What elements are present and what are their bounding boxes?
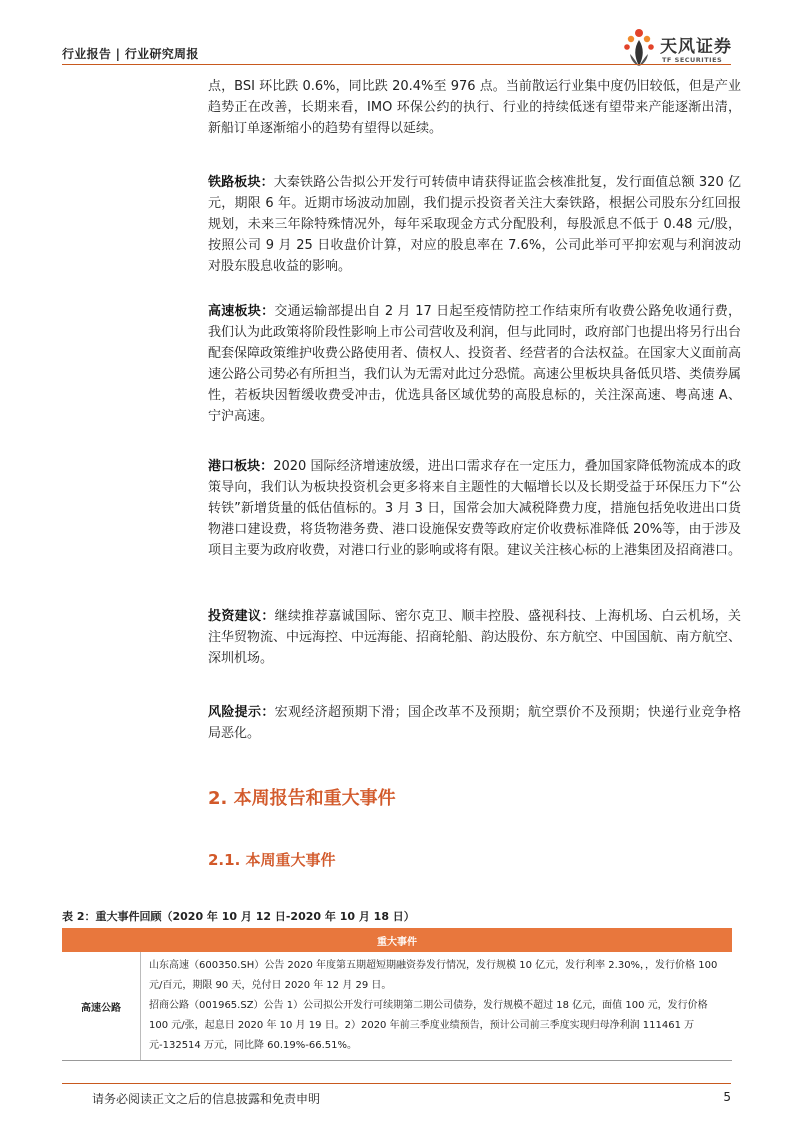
port-body: 2020 国际经济增速放缓，进出口需求存在一定压力，叠加国家降低物流成本的政策导向，我们认为板块投资机会更多将来自主题性的大幅增长以及长期受益于环保压力下“公转铁”新增货量的低估值标的。3 月 3 日，国常会加大减税降费力度，措施包括免收进出口货物港口建设费，将货物港务费、港口设施保安费等政府定价收费标准降低 20%等，由于涉及项目主要为政府收费，对港口行业的影响或将有限。建议关注核心标的上港集团及招商港口。 <box>208 459 742 558</box>
investment-body: 继续推荐嘉诚国际、密尔克卫、顺丰控股、盛视科技、上海机场、白云机场，关注华贸物流、中远海控、中远海能、招商轮船、韵达股份、东方航空、中国国航、南方航空、深圳机场。 <box>208 609 742 666</box>
highway-title: 高速板块： <box>208 304 275 319</box>
logo-name-en: TF SECURITIES <box>662 56 723 64</box>
paragraph-risk <box>208 702 741 744</box>
investment-title: 投资建议： <box>208 609 275 624</box>
logo-name-cn: 天风证券 <box>660 37 732 57</box>
paragraph-shipping-intro: 点，BSI 环比跌 0.6%，同比跌 20.4%至 976 点。当前散运行业集中度仍旧较低，但是产业趋势正在改善，长期来看，IMO 环保公约的执行、行业的持续低迷有望带来产能逐渐出清，新船订单逐渐缩小的趋势有望得以延续。 <box>208 79 741 136</box>
railway-title: 铁路板块： <box>208 175 274 190</box>
footer-disclaimer: 请务必阅读正文之后的信息披露和免责申明 <box>92 1092 321 1106</box>
paragraph-railway <box>208 172 741 277</box>
table-caption: 表 2：重大事件回顾（2020 年 10 月 12 日-2020 年 10 月 18 日） <box>62 910 415 923</box>
paragraph-port <box>208 456 741 561</box>
footer-divider <box>62 1083 731 1084</box>
subsection-heading: 2.1. 本周重大事件 <box>208 851 336 869</box>
events-table <box>62 928 732 1061</box>
paragraph-highway <box>208 301 741 427</box>
railway-body: 大秦铁路公告拟公开发行可转债申请获得证监会核准批复，发行面值总额 320 亿元，期限 6 年。近期市场波动加剧，我们提示投资者关注大秦铁路，根据公司股东分红回报规划，未来三年除特殊情况外，每年采取现金方式分配股利，每股派息不低于 0.48 元/股，按照公司 9 月 25 日收盘价计算，对应的股息率在 7.6%，公司此举可平抑宏观与利润波动对股东股息收益的影响。 <box>208 175 741 274</box>
highway-body: 交通运输部提出自 2 月 17 日起至疫情防控工作结束所有收费公路免收通行费，我们认为此政策将阶段性影响上市公司营收及利润，但与此同时，政府部门也提出将另行出台配套保障政策维护收费公路使用者、债权人、投资者、经营者的合法权益。在国家大义面前高速公路公司势必有所担当，我们认为无需对此过分恐慌。高速公里板块具备低贝塔、类债券属性，若板块因暂缓收费受冲击，优选具备区域优势的高股息标的，关注深高速、粤高速 A、宁沪高速。 <box>208 304 742 424</box>
event-item: 山东高速（600350.SH）公告 2020 年度第五期超短期融资券发行情况，发行规模 10 亿元，发行利率 2.30%，，发行价格 100 元/百元，期限 90 天，兑付日 2020 年 12 月 29 日。 <box>149 960 718 991</box>
table-row <box>62 952 732 1061</box>
port-title: 港口板块： <box>208 459 274 474</box>
header-divider <box>62 64 731 65</box>
report-section-label: 行业报告 | 行业研究周报 <box>62 47 199 61</box>
table-category-cell: 高速公路 <box>62 952 141 1061</box>
table-header: 重大事件 <box>62 928 732 952</box>
section-heading: 2. 本周报告和重大事件 <box>208 788 396 809</box>
page-number: 5 <box>723 1090 731 1104</box>
table-events-cell <box>141 952 733 1061</box>
risk-title: 风险提示： <box>208 705 275 720</box>
paragraph-investment <box>208 606 741 669</box>
event-item: 招商公路（001965.SZ）公告 1）公司拟公开发行可续期第二期公司债券，发行规模不超过 18 亿元，面值 100 元，发行价格 100 元/张，起息日 2020 年 10 月 19 日。2）2020 年前三季度业绩预告，预计公司前三季度实现归母净利润 111461 万元-132514 万元，同比降 60.19%-66.51%。 <box>149 1000 708 1051</box>
risk-body: 宏观经济超预期下滑；国企改革不及预期；航空票价不及预期；快递行业竞争格局恶化。 <box>208 705 741 741</box>
